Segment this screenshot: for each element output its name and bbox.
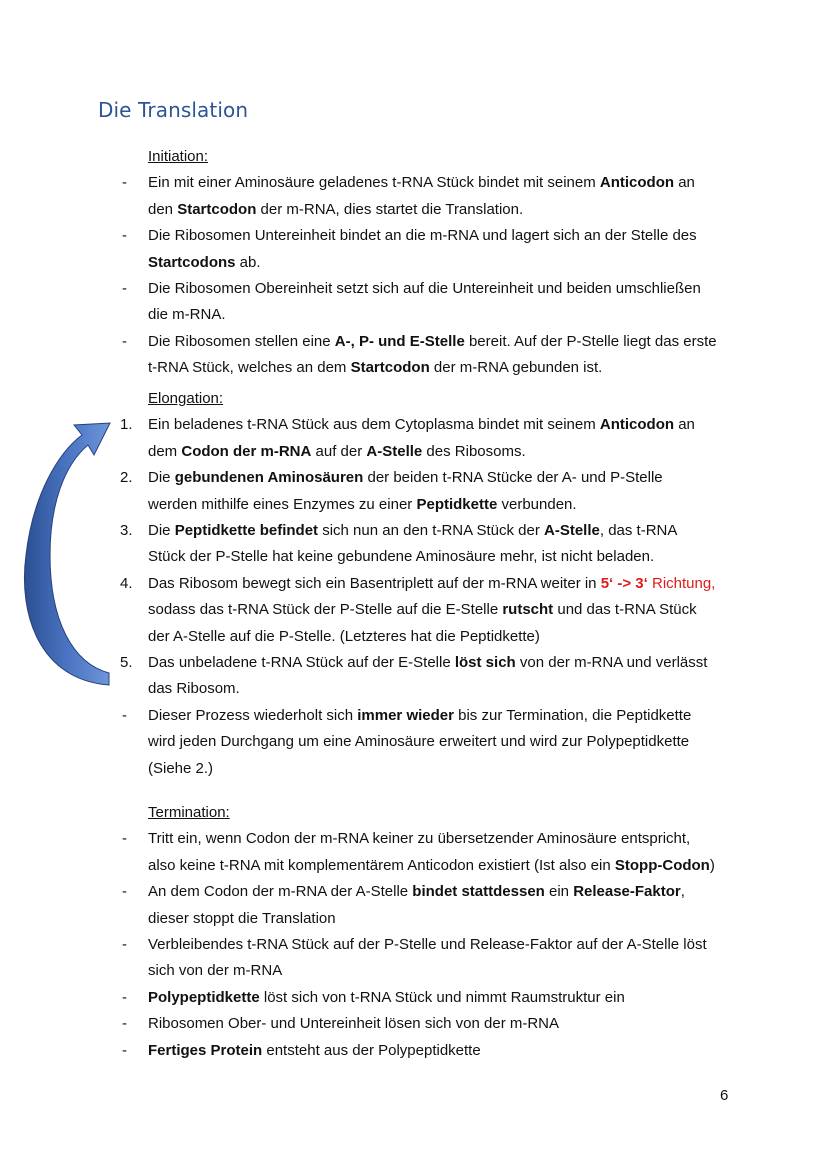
list-item-line (148, 882, 685, 901)
list-item-line (148, 468, 663, 487)
text-run: Richtung, (647, 574, 716, 592)
bold-term: Peptidkette (416, 495, 498, 513)
text-run: Die Ribosomen Untereinheit bindet an die m-RNA und lagert sich an der Stelle des (148, 227, 697, 245)
list-number: 2. (120, 469, 133, 487)
bullet-marker: - (122, 883, 127, 901)
text-run: der m-RNA, dies startet die Translation. (256, 200, 524, 218)
text-run: verbunden. (497, 495, 577, 513)
text-run: löst sich von t-RNA Stück und nimmt Raumstruktur ein (259, 988, 625, 1006)
text-run: werden mithilfe eines Enzymes zu einer (148, 495, 417, 513)
text-run: entsteht aus der Polypeptidkette (262, 1041, 481, 1059)
bold-term: 5‘ -> 3‘ (600, 574, 648, 592)
bullet-marker: - (122, 830, 127, 848)
list-item-line (148, 574, 715, 593)
bold-term: Startcodon (177, 200, 257, 218)
text-run: Verbleibendes t-RNA Stück auf der P-Stelle und Release-Faktor auf der A-Stelle löst (148, 936, 707, 953)
list-item-line (148, 521, 677, 540)
bullet-marker: - (122, 332, 127, 350)
text-run: t-RNA Stück, welches an dem (148, 359, 351, 377)
text-run: sodass das t-RNA Stück der P-Stelle auf die E-Stelle (148, 601, 503, 619)
list-item-line (148, 547, 654, 566)
list-item-line (148, 253, 261, 272)
list-item-line (148, 706, 691, 725)
bold-term: Fertiges Protein (148, 1041, 263, 1059)
text-run: an (674, 416, 695, 434)
text-run: Ein beladenes t-RNA Stück aus dem Cytoplasma bindet mit seinem (148, 416, 600, 434)
text-run: Das Ribosom bewegt sich ein Basentriplett auf der m-RNA weiter in (148, 574, 601, 592)
bold-term: A-Stelle (366, 442, 423, 460)
text-run: Stück der P-Stelle hat keine gebundene Aminosäure mehr, ist nicht beladen. (148, 548, 655, 566)
text-run: die m-RNA. (148, 306, 226, 324)
list-item-line (148, 627, 540, 646)
text-run: Die Ribosomen stellen eine (148, 332, 335, 350)
text-run: ab. (235, 253, 261, 271)
text-run: ) (709, 856, 715, 874)
bold-term: Anticodon (599, 416, 675, 434)
bold-term: Startcodons (148, 253, 236, 271)
cycle-arrow-icon (20, 405, 120, 695)
text-run: also keine t-RNA mit komplementärem Anticodon existiert (Ist also ein (148, 856, 615, 874)
text-run: sich nun an den t-RNA Stück der (318, 522, 544, 539)
text-run: An dem Codon der m-RNA der A-Stelle (148, 883, 413, 901)
list-item-line (148, 415, 695, 434)
text-run: , das t-RNA (599, 522, 678, 539)
text-run: des Ribosoms. (422, 442, 526, 460)
text-run: ein (544, 883, 574, 901)
bold-term: gebundenen Aminosäuren (174, 469, 364, 487)
text-run: dieser stoppt die Translation (148, 909, 336, 927)
list-item-line (148, 732, 689, 751)
bold-term: Polypeptidkette (148, 988, 260, 1006)
list-item-line (148, 358, 602, 377)
text-run: den (148, 200, 178, 218)
list-item-line (148, 909, 336, 928)
list-item-line (148, 679, 240, 698)
page-heading: Die Translation (98, 98, 249, 122)
bold-term: Release-Faktor (573, 883, 681, 901)
list-item-line (148, 305, 226, 324)
bullet-marker: - (122, 174, 127, 192)
bullet-marker: - (122, 988, 127, 1006)
text-run: und das t-RNA Stück (553, 601, 697, 619)
list-item-line (148, 856, 715, 875)
bullet-marker: - (122, 1041, 127, 1059)
list-item-line (148, 759, 213, 778)
list-item-line (148, 961, 282, 980)
text-run: sich von der m-RNA (148, 962, 283, 980)
text-run: Tritt ein, wenn Codon der m-RNA keiner zu übersetzender Aminosäure entspricht, (148, 830, 691, 848)
list-item-line (148, 600, 697, 619)
bullet-marker: - (122, 280, 127, 297)
bullet-marker: - (122, 227, 127, 245)
initiation-title: Initiation: (148, 148, 209, 165)
bold-term: Anticodon (599, 174, 675, 192)
text-run: auf der (311, 442, 367, 460)
bold-term: Startcodon (350, 359, 430, 377)
text-run: Ein mit einer Aminosäure geladenes t-RNA Stück bindet mit seinem (148, 174, 600, 192)
termination-title: Termination: (148, 804, 230, 821)
list-item-line (148, 332, 717, 351)
bold-term: Codon der m-RNA (181, 442, 312, 460)
bold-term: bindet stattdessen (412, 883, 545, 901)
page-number: 6 (720, 1087, 729, 1104)
text-run: Die Ribosomen Obereinheit setzt sich auf die Untereinheit und beiden umschließen (148, 280, 701, 297)
list-item-line (148, 200, 523, 219)
list-number: 5. (120, 654, 133, 671)
bold-term: rutscht (502, 601, 554, 619)
bullet-marker: - (122, 1015, 127, 1033)
list-number: 1. (120, 416, 133, 434)
bold-term: löst sich (454, 654, 516, 671)
text-run: der m-RNA gebunden ist. (429, 359, 603, 377)
text-run: (Siehe 2.) (148, 759, 214, 777)
text-run: dem (148, 442, 182, 460)
text-run: der beiden t-RNA Stücke der A- und P-Stelle (363, 469, 663, 487)
text-run: Ribosomen Ober- und Untereinheit lösen sich von der m-RNA (148, 1015, 560, 1033)
list-item-line (148, 226, 697, 245)
list-number: 4. (120, 574, 133, 592)
text-run: Die (148, 469, 175, 487)
list-item-line (148, 173, 695, 192)
bold-term: A-, P- und E-Stelle (334, 332, 465, 350)
text-run: , (680, 883, 685, 901)
list-item-line (148, 935, 707, 954)
bold-term: immer wieder (357, 706, 454, 724)
text-run: Das unbeladene t-RNA Stück auf der E-Stelle (148, 654, 455, 671)
bullet-marker: - (122, 936, 127, 953)
elongation-title: Elongation: (148, 390, 224, 407)
text-run: das Ribosom. (148, 680, 240, 698)
list-item-line (148, 495, 577, 514)
list-item-line (148, 988, 625, 1007)
list-item-line (148, 653, 707, 672)
text-run: bereit. Auf der P-Stelle liegt das erste (464, 332, 717, 350)
text-run: bis zur Termination, die Peptidkette (453, 706, 692, 724)
bold-term: Peptidkette befindet (174, 522, 319, 539)
text-run: der A-Stelle auf die P-Stelle. (Letzteres hat die Peptidkette) (148, 627, 540, 645)
list-item-line (148, 1014, 559, 1033)
text-run: an (674, 174, 695, 192)
text-run: Die (148, 522, 175, 539)
bold-term: A-Stelle (544, 522, 600, 539)
text-run: wird jeden Durchgang um eine Aminosäure erweitert und wird zur Polypeptidkette (148, 733, 690, 751)
list-item-line (148, 829, 690, 848)
list-item-line (148, 279, 701, 298)
text-run: von der m-RNA und verlässt (515, 654, 708, 671)
bold-term: Stopp-Codon (614, 856, 710, 874)
text-run: Dieser Prozess wiederholt sich (148, 706, 358, 724)
list-item-line (148, 1041, 481, 1060)
bullet-marker: - (122, 706, 127, 724)
list-number: 3. (120, 522, 133, 539)
list-item-line (148, 442, 526, 461)
